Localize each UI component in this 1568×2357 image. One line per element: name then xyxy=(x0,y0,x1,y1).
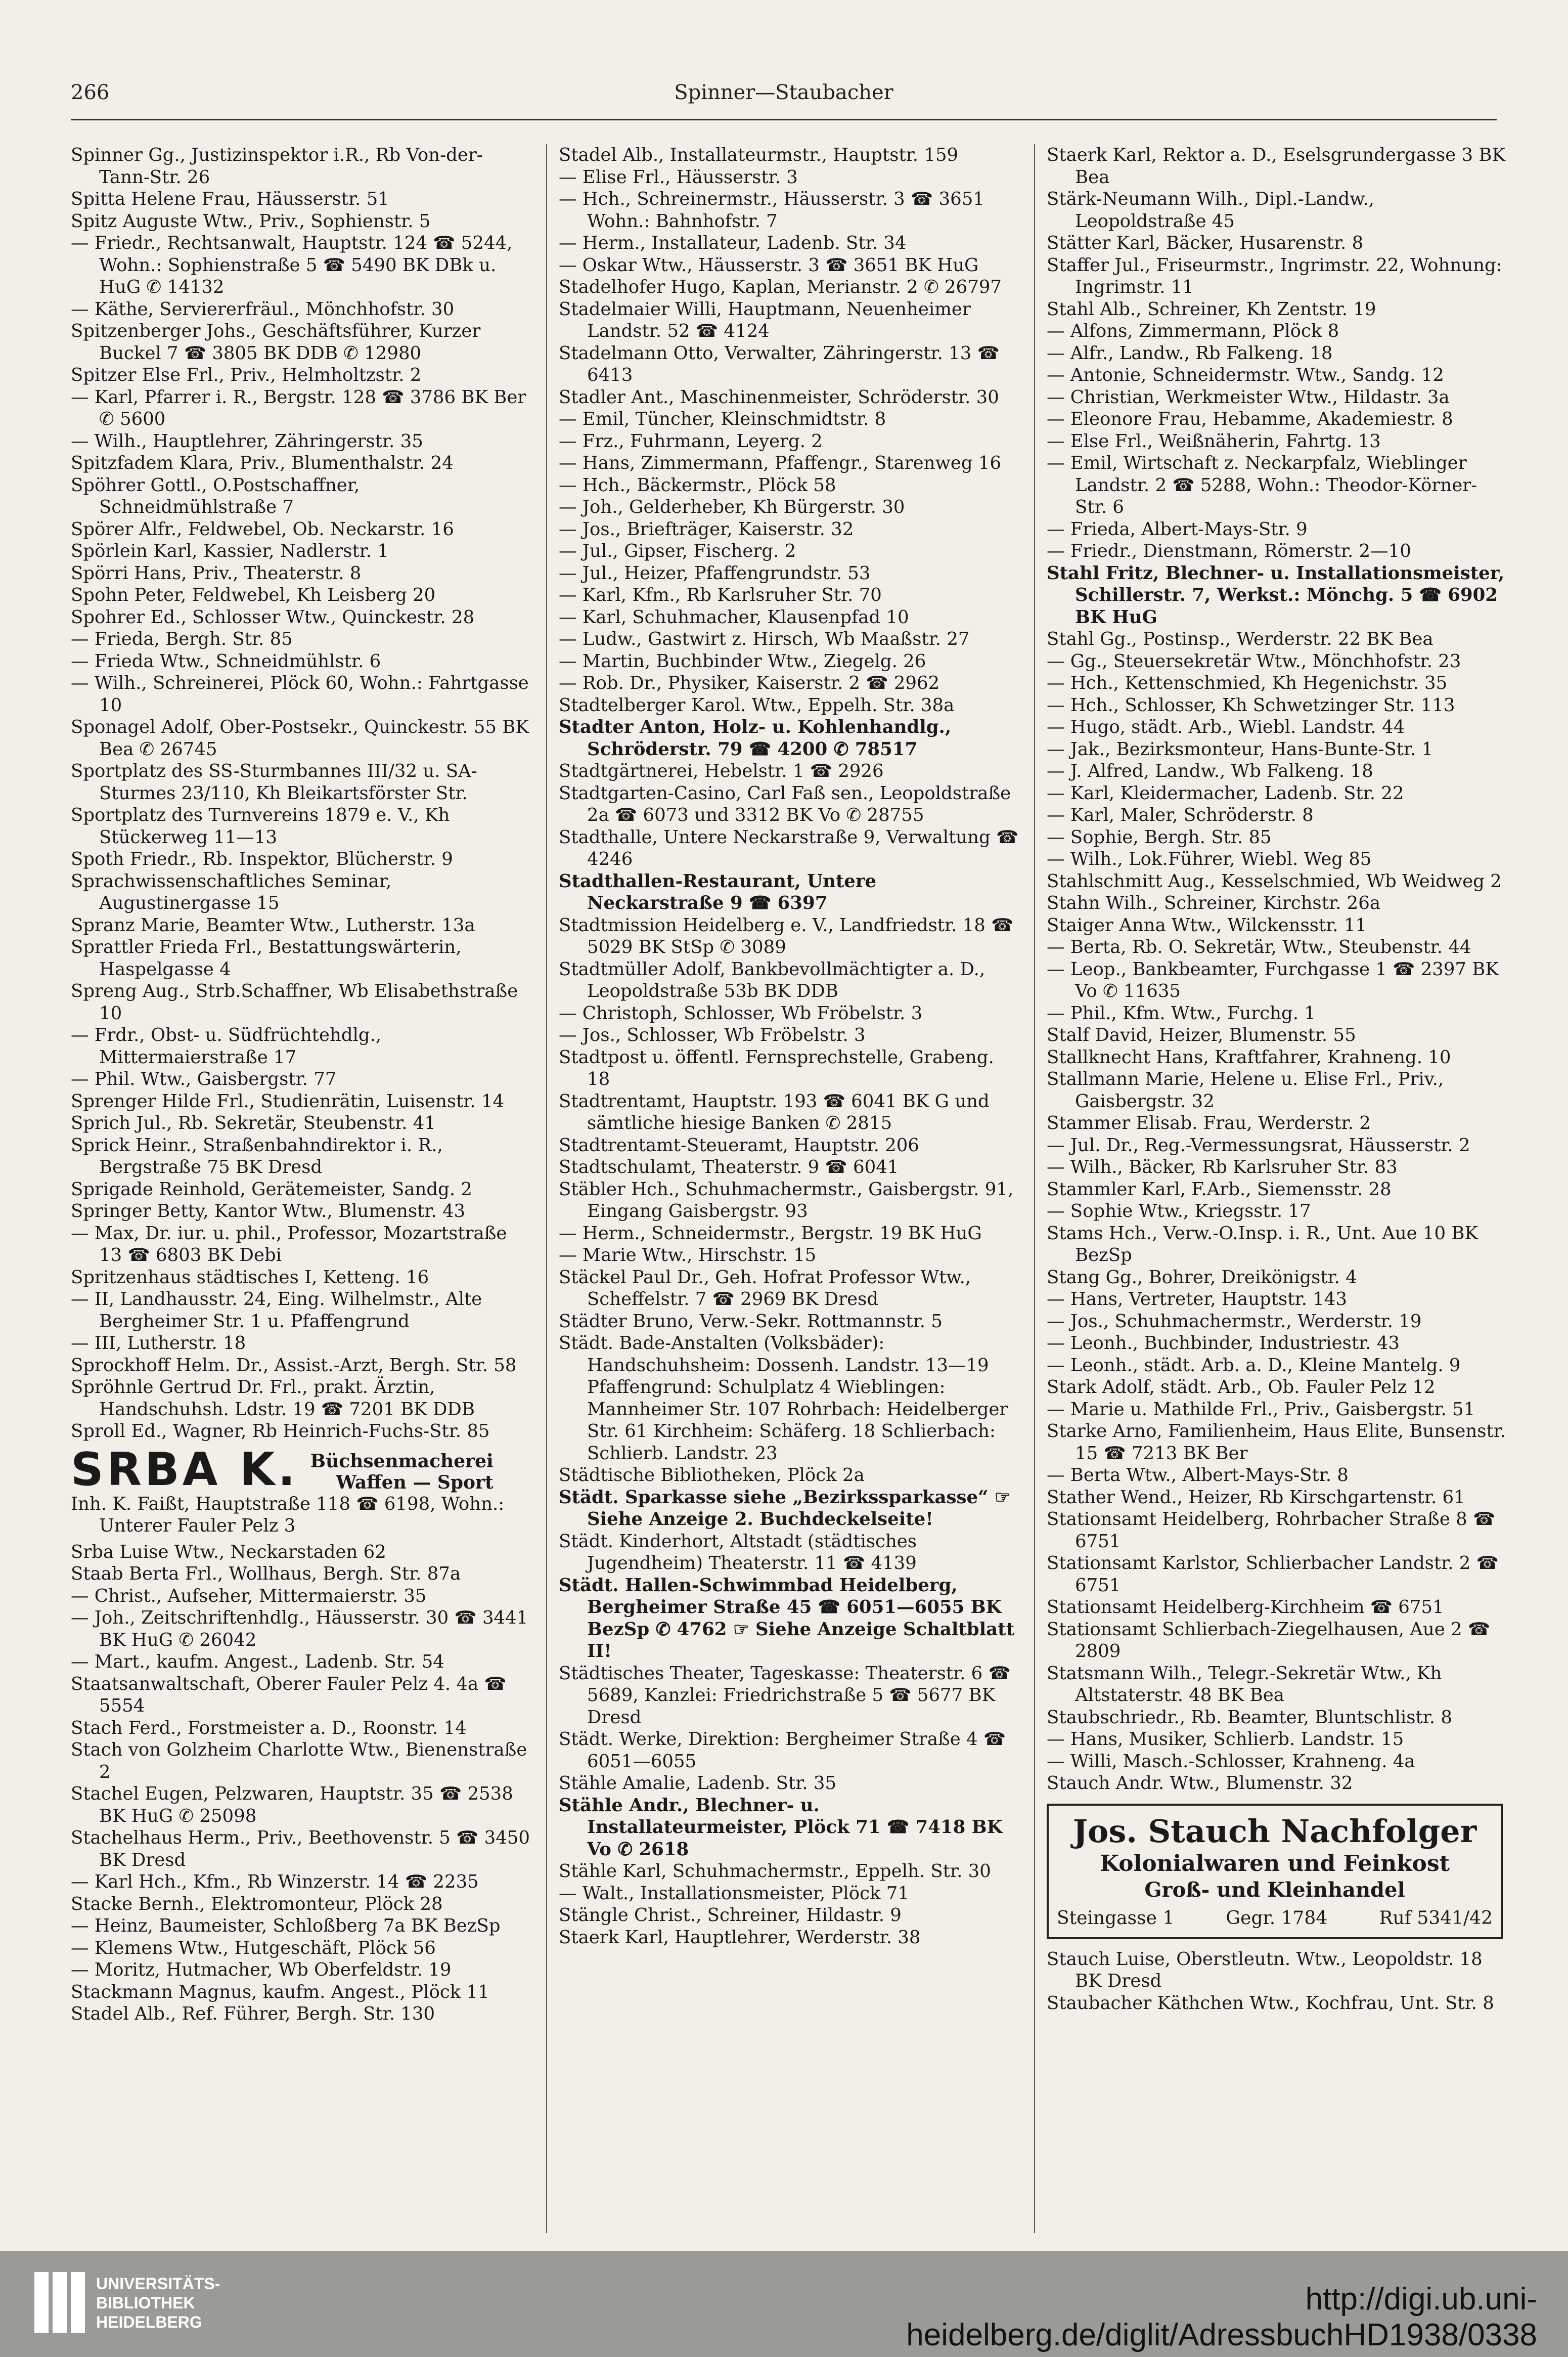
srba-ad-detail: Inh. K. Faißt, Hauptstraße 118 ☎ 6198, Wohn.: Unterer Fauler Pelz 3 xyxy=(71,1493,505,1536)
directory-entry: Stationsamt Schlierbach-Ziegelhausen, Aue 2 ☎ 2809 xyxy=(1047,1619,1491,1662)
directory-entry: Stackmann Magnus, kaufm. Angest., Plöck 11 xyxy=(71,1981,489,2002)
directory-entry: Sprattler Frieda Frl., Bestattungswärterin, Haspelgasse 4 xyxy=(71,937,462,980)
directory-entry: Städt. Werke, Direktion: Bergheimer Straße 4 ☎ 6051—6055 xyxy=(559,1729,1006,1772)
directory-entry: — Christoph, Schlosser, Wb Fröbelstr. 3 xyxy=(559,1002,923,1024)
directory-entry: — Hch., Bäckermstr., Plöck 58 xyxy=(559,474,836,496)
stauch-ad-address: Steingasse 1 xyxy=(1057,1907,1175,1929)
directory-entry: — Käthe, Serviererfräul., Mönchhofstr. 30 xyxy=(71,298,455,320)
directory-entry: — Frieda, Bergh. Str. 85 xyxy=(71,629,293,649)
srba-ad-trade-line: Büchsenmacherei xyxy=(310,1450,494,1472)
directory-entry: — Hch., Schreinermstr., Häusserstr. 3 ☎ 3651 Wohn.: Bahnhofstr. 7 xyxy=(559,189,984,232)
directory-entry: Spohn Peter, Feldwebel, Kh Leisberg 20 xyxy=(71,585,436,605)
directory-entry: — Herm., Schneidermstr., Bergstr. 19 BK HuG xyxy=(559,1223,982,1244)
directory-entry: Stadtmüller Adolf, Bankbevollmächtigter a. D., Leopoldstraße 53b BK DDB xyxy=(559,958,985,1001)
directory-entry: Stallmann Marie, Helene u. Elise Frl., Priv., Gaisbergstr. 32 xyxy=(1047,1069,1444,1112)
header-rule xyxy=(71,119,1497,120)
directory-entry: — Willi, Masch.-Schlosser, Krahneng. 4a xyxy=(1047,1751,1415,1772)
library-name-line: UNIVERSITÄTS- xyxy=(96,2275,220,2293)
directory-entry: — Karl, Maler, Schröderstr. 8 xyxy=(1047,805,1314,825)
directory-entry: — Klemens Wtw., Hutgeschäft, Plöck 56 xyxy=(71,1937,436,1958)
directory-entry: Stadtpost u. öffentl. Fernsprechstelle, Grabeng. 18 xyxy=(559,1046,994,1089)
srba-ad-name: SRBA K. xyxy=(71,1443,298,1496)
directory-entry: — Jul. Dr., Reg.-Vermessungsrat, Häusserstr. 2 xyxy=(1047,1134,1470,1156)
directory-entry: — Berta Wtw., Albert-Mays-Str. 8 xyxy=(1047,1465,1349,1486)
directory-entry: — Martin, Buchbinder Wtw., Ziegelg. 26 xyxy=(559,650,926,672)
directory-entry: Sprigade Reinhold, Gerätemeister, Sandg. 2 xyxy=(71,1178,473,1200)
directory-entry: Stäckel Paul Dr., Geh. Hofrat Professor Wtw., Scheffelstr. 7 ☎ 2969 BK Dresd xyxy=(559,1267,971,1310)
directory-entry: Spitzfadem Klara, Priv., Blumenthalstr. 24 xyxy=(71,453,454,473)
directory-entry: — Joh., Gelderheber, Kh Bürgerstr. 30 xyxy=(559,497,905,517)
directory-entry: — Sophie Wtw., Kriegsstr. 17 xyxy=(1047,1201,1311,1221)
directory-entry: Spörer Alfr., Feldwebel, Ob. Neckarstr. 16 xyxy=(71,518,454,540)
library-name-line: HEIDELBERG xyxy=(96,2313,202,2331)
directory-entry: Stationsamt Heidelberg-Kirchheim ☎ 6751 xyxy=(1047,1597,1444,1618)
source-url[interactable]: http://digi.ub.uni-heidelberg.de/diglit/AdressbuchHD1938/0338 xyxy=(906,2282,1537,2352)
directory-entry: — Frieda Wtw., Schneidmühlstr. 6 xyxy=(71,650,381,672)
directory-entry: Stätter Karl, Bäcker, Husarenstr. 8 xyxy=(1047,233,1364,253)
directory-entry: Spoth Friedr., Rb. Inspektor, Blücherstr. 9 xyxy=(71,849,453,869)
directory-entry: — Ludw., Gastwirt z. Hirsch, Wb Maaßstr. 27 xyxy=(559,629,970,649)
directory-entry: Spörlein Karl, Kassier, Nadlerstr. 1 xyxy=(71,541,389,561)
directory-entry: — Karl Hch., Kfm., Rb Winzerstr. 14 ☎ 2235 xyxy=(71,1871,479,1892)
directory-entry: — Leonh., städt. Arb. a. D., Kleine Mantelg. 9 xyxy=(1047,1355,1461,1376)
directory-entry: — Jos., Schuhmachermstr., Werderstr. 19 xyxy=(1047,1311,1422,1332)
directory-entry: — Christ., Aufseher, Mittermaierstr. 35 xyxy=(71,1585,427,1606)
directory-entry: Städter Bruno, Verw.-Sekr. Rottmannstr. 5 xyxy=(559,1311,943,1332)
directory-entry: — Walt., Installationsmeister, Plöck 71 xyxy=(559,1883,909,1904)
srba-advertisement xyxy=(71,1443,531,1537)
running-head: Spinner—Staubacher xyxy=(674,81,893,104)
directory-entry: Städt. Kinderhort, Altstadt (städtisches Jugendheim) Theaterstr. 11 ☎ 4139 xyxy=(559,1531,917,1574)
directory-entry: Sportplatz des SS-Sturmbannes III/32 u. SA-Sturmes 23/110, Kh Bleikartsförster Str. xyxy=(71,761,477,804)
directory-entry: — Jak., Bezirksmonteur, Hans-Bunte-Str. 1 xyxy=(1047,738,1433,760)
directory-entry: — Herm., Installateur, Ladenb. Str. 34 xyxy=(559,233,907,253)
directory-entry: Stahl Gg., Postinsp., Werderstr. 22 BK Bea xyxy=(1047,629,1433,649)
directory-entry: — Moritz, Hutmacher, Wb Oberfeldstr. 19 xyxy=(71,1959,452,1980)
directory-entry: Staubschriedr., Rb. Beamter, Bluntschlistr. 8 xyxy=(1047,1707,1452,1728)
directory-entry: Städt. Hallen-Schwimmbad Heidelberg, Bergheimer Straße 45 ☎ 6051—6055 BK BezSp ✆ 4762 ☞ Siehe Anzeige Schaltblatt II! xyxy=(559,1575,1014,1662)
directory-entry: Spranz Marie, Beamter Wtw., Lutherstr. 13a xyxy=(71,914,475,936)
directory-entry: Stationsamt Karlstor, Schlierbacher Landstr. 2 ☎ 6751 xyxy=(1047,1553,1499,1596)
directory-entry: Stadthallen-Restaurant, Untere Neckarstraße 9 ☎ 6397 xyxy=(559,870,877,913)
directory-entry: Spreng Aug., Strb.Schaffner, Wb Elisabethstraße 10 xyxy=(71,981,518,1024)
directory-entry: Spritzenhaus städtisches I, Ketteng. 16 xyxy=(71,1267,429,1288)
directory-entry: — Karl, Kfm., Rb Karlsruher Str. 70 xyxy=(559,585,882,605)
directory-entry: Spitzenberger Johs., Geschäftsführer, Kurzer Buckel 7 ☎ 3805 BK DDB ✆ 12980 xyxy=(71,321,481,364)
directory-entry: Städtisches Theater, Tageskasse: Theaterstr. 6 ☎ 5689, Kanzlei: Friedrichstraße 5 ☎ 5677 BK Dresd xyxy=(559,1663,1011,1728)
directory-entry: — Emil, Tüncher, Kleinschmidtstr. 8 xyxy=(559,409,886,429)
directory-entry: Sprich Jul., Rb. Sekretär, Steubenstr. 41 xyxy=(71,1113,436,1133)
directory-entry: — Frdr., Obst- u. Südfrüchtehdlg., Mittermaierstraße 17 xyxy=(71,1025,382,1068)
directory-entry: — Hugo, städt. Arb., Wiebl. Landstr. 44 xyxy=(1047,717,1405,737)
directory-entry: — Jul., Heizer, Pfaffengrundstr. 53 xyxy=(559,562,871,584)
directory-entry: — Hch., Schlosser, Kh Schwetzinger Str. 113 xyxy=(1047,694,1455,716)
directory-entry: Stadel Alb., Installateurmstr., Hauptstr. 159 xyxy=(559,145,959,165)
directory-entry: Städtische Bibliotheken, Plöck 2a xyxy=(559,1465,865,1486)
directory-entry: — Joh., Zeitschriftenhdlg., Häusserstr. 30 ☎ 3441 BK HuG ✆ 26042 xyxy=(71,1607,528,1650)
directory-entry: Spinner Gg., Justizinspektor i.R., Rb Von-der-Tann-Str. 26 xyxy=(71,145,483,188)
directory-entry: — Rob. Dr., Physiker, Kaiserstr. 2 ☎ 2962 xyxy=(559,673,940,693)
directory-entry: Stängle Christ., Schreiner, Hildastr. 9 xyxy=(559,1905,902,1926)
directory-entry: Staffer Jul., Friseurmstr., Ingrimstr. 22, Wohnung: Ingrimstr. 11 xyxy=(1047,254,1502,297)
directory-entry: Spitzer Else Frl., Priv., Helmholtzstr. 2 xyxy=(71,365,422,385)
library-name-line: BIBLIOTHEK xyxy=(96,2294,195,2312)
directory-entry: — Berta, Rb. O. Sekretär, Wtw., Steubenstr. 44 xyxy=(1047,937,1471,957)
university-library-logo xyxy=(30,2267,91,2338)
directory-entry: — Jul., Gipser, Fischerg. 2 xyxy=(559,541,796,561)
directory-entry: — Jos., Briefträger, Kaiserstr. 32 xyxy=(559,518,854,540)
viewer-footer xyxy=(0,2251,1568,2357)
directory-entry: Staatsanwaltschaft, Oberer Fauler Pelz 4. 4a ☎ 5554 xyxy=(71,1673,507,1716)
srba-ad-trade xyxy=(310,1451,494,1493)
directory-entry: Stähle Amalie, Ladenb. Str. 35 xyxy=(559,1773,837,1794)
directory-entry: Starke Arno, Familienheim, Haus Elite, Bunsenstr. 15 ☎ 7213 BK Ber xyxy=(1047,1421,1506,1464)
directory-entry: Staerk Karl, Rektor a. D., Eselsgrundergasse 3 BK Bea xyxy=(1047,145,1505,188)
directory-entry: Stadler Ant., Maschinenmeister, Schröderstr. 30 xyxy=(559,386,999,408)
directory-entry: — Leop., Bankbeamter, Furchgasse 1 ☎ 2397 BK Vo ✆ 11635 xyxy=(1047,958,1499,1001)
directory-entry: Stadtrentamt, Hauptstr. 193 ☎ 6041 BK G und sämtliche hiesige Banken ✆ 2815 xyxy=(559,1090,990,1133)
directory-entry: — Leonh., Buchbinder, Industriestr. 43 xyxy=(1047,1333,1400,1354)
directory-entry: Stadelhofer Hugo, Kaplan, Merianstr. 2 ✆ 26797 xyxy=(559,277,1002,297)
directory-entry: Stadtmission Heidelberg e. V., Landfriedstr. 18 ☎ 5029 BK StSp ✆ 3089 xyxy=(559,914,1014,957)
directory-entry: — Mart., kaufm. Angest., Ladenb. Str. 54 xyxy=(71,1651,444,1672)
directory-entry: Staiger Anna Wtw., Wilckensstr. 11 xyxy=(1047,914,1367,936)
directory-entry: Stäbler Hch., Schuhmachermstr., Gaisbergstr. 91, Eingang Gaisbergstr. 93 xyxy=(559,1178,1014,1221)
srba-ad-header xyxy=(71,1443,531,1496)
column-2 xyxy=(559,144,1019,2233)
directory-entry: — Hans, Musiker, Schlierb. Landstr. 15 xyxy=(1047,1729,1404,1750)
directory-entry: Spitz Auguste Wtw., Priv., Sophienstr. 5 xyxy=(71,210,431,232)
directory-entry: Srba Luise Wtw., Neckarstaden 62 xyxy=(71,1541,386,1562)
directory-entry: — Alfons, Zimmermann, Plöck 8 xyxy=(1047,321,1339,341)
directory-entry: Stauch Andr. Wtw., Blumenstr. 32 xyxy=(1047,1773,1353,1794)
directory-entry: Stark Adolf, städt. Arb., Ob. Fauler Pelz 12 xyxy=(1047,1377,1436,1398)
directory-entry: Sproll Ed., Wagner, Rb Heinrich-Fuchs-Str. 85 xyxy=(71,1421,490,1442)
directory-entry: Stärk-Neumann Wilh., Dipl.-Landw., Leopoldstraße 45 xyxy=(1047,189,1374,232)
directory-entry: Stams Hch., Verw.-O.Insp. i. R., Unt. Aue 10 BK BezSp xyxy=(1047,1223,1478,1265)
directory-entry: — Phil., Kfm. Wtw., Furchg. 1 xyxy=(1047,1002,1316,1024)
directory-entry: Stach Ferd., Forstmeister a. D., Roonstr. 14 xyxy=(71,1717,467,1738)
directory-entry: Stahlschmitt Aug., Kesselschmied, Wb Weidweg 2 xyxy=(1047,870,1502,892)
directory-entry: Springer Betty, Kantor Wtw., Blumenstr. 43 xyxy=(71,1201,466,1221)
directory-entry: — II, Landhausstr. 24, Eing. Wilhelmstr., Alte Bergheimer Str. 1 u. Pfaffengrund xyxy=(71,1289,482,1332)
directory-entry: Spohrer Ed., Schlosser Wtw., Quinckestr. 28 xyxy=(71,606,475,628)
directory-entry: Sprick Heinr., Straßenbahndirektor i. R., Bergstraße 75 BK Dresd xyxy=(71,1134,443,1177)
directory-entry: — Max, Dr. iur. u. phil., Professor, Mozartstraße 13 ☎ 6803 BK Debi xyxy=(71,1223,507,1265)
directory-entry: Spörri Hans, Priv., Theaterstr. 8 xyxy=(71,562,362,584)
directory-entry: — Oskar Wtw., Häusserstr. 3 ☎ 3651 BK HuG xyxy=(559,254,979,276)
directory-entry: Sportplatz des Turnvereins 1879 e. V., Kh Stückerweg 11—13 xyxy=(71,805,450,848)
directory-entry: — Jos., Schlosser, Wb Fröbelstr. 3 xyxy=(559,1025,866,1045)
directory-entry: Stadthalle, Untere Neckarstraße 9, Verwaltung ☎ 4246 xyxy=(559,826,1019,869)
directory-entry: Stallknecht Hans, Kraftfahrer, Krahneng. 10 xyxy=(1047,1046,1451,1068)
directory-entry: Stacke Bernh., Elektromonteur, Plöck 28 xyxy=(71,1893,443,1914)
directory-entry: Staubacher Käthchen Wtw., Kochfrau, Unt. Str. 8 xyxy=(1047,1992,1494,2014)
column-1 xyxy=(71,144,531,2233)
directory-entry: Stahl Alb., Schreiner, Kh Zentstr. 19 xyxy=(1047,298,1376,320)
directory-entry: — Emil, Wirtschaft z. Neckarpfalz, Wieblinger Landstr. 2 ☎ 5288, Wohn.: Theodor-Körner-Str. 6 xyxy=(1047,453,1477,517)
directory-entry: — Alfr., Landw., Rb Falkeng. 18 xyxy=(1047,342,1333,364)
directory-entry: Sponagel Adolf, Ober-Postsekr., Quinckestr. 55 BK Bea ✆ 26745 xyxy=(71,717,529,760)
directory-entry: — Elise Frl., Häusserstr. 3 xyxy=(559,166,798,188)
directory-entry: Städt. Sparkasse siehe „Bezirkssparkasse“ ☞ Siehe Anzeige 2. Buchdeckelseite! xyxy=(559,1487,1011,1530)
stauch-ad-phone: Ruf 5341/42 xyxy=(1379,1907,1493,1929)
directory-entry: Stadel Alb., Ref. Führer, Bergh. Str. 130 xyxy=(71,2003,435,2024)
stauch-advertisement xyxy=(1047,1804,1503,1939)
directory-entry: — Antonie, Schneidermstr. Wtw., Sandg. 12 xyxy=(1047,365,1444,385)
directory-entry: Stauch Luise, Oberstleutn. Wtw., Leopoldstr. 18 BK Dresd xyxy=(1047,1948,1483,1991)
directory-entry: — J. Alfred, Landw., Wb Falkeng. 18 xyxy=(1047,761,1373,781)
directory-entry: Sprachwissenschaftliches Seminar, Augustinergasse 15 xyxy=(71,870,392,913)
directory-entry: — Wilh., Lok.Führer, Wiebl. Weg 85 xyxy=(1047,849,1372,869)
column-3 xyxy=(1047,144,1507,2233)
directory-entry: Stahn Wilh., Schreiner, Kirchstr. 26a xyxy=(1047,893,1381,913)
directory-entry: Staerk Karl, Hauptlehrer, Werderstr. 38 xyxy=(559,1927,921,1948)
directory-entry: — Friedr., Dienstmann, Römerstr. 2—10 xyxy=(1047,541,1411,561)
directory-entry: Staab Berta Frl., Wollhaus, Bergh. Str. 87a xyxy=(71,1563,461,1584)
directory-entry: Stalf David, Heizer, Blumenstr. 55 xyxy=(1047,1025,1356,1045)
directory-entry: — Karl, Kleidermacher, Ladenb. Str. 22 xyxy=(1047,782,1404,804)
directory-entry: — Frieda, Albert-Mays-Str. 9 xyxy=(1047,518,1308,540)
directory-entry: — Christian, Werkmeister Wtw., Hildastr. 3a xyxy=(1047,386,1450,408)
stauch-ad-footer xyxy=(1057,1907,1493,1930)
directory-entry: Stahl Fritz, Blechner- u. Installationsmeister, Schillerstr. 7, Werkst.: Mönchg. 5 ☎ 6902 BK HuG xyxy=(1047,562,1505,628)
directory-entry: Stadtgärtnerei, Hebelstr. 1 ☎ 2926 xyxy=(559,761,884,781)
directory-entry: Stachelhaus Herm., Priv., Beethovenstr. 5 ☎ 3450 BK Dresd xyxy=(71,1827,530,1870)
stauch-ad-line: Groß- und Kleinhandel xyxy=(1144,1878,1405,1902)
directory-entry: — Karl, Schuhmacher, Klausenpfad 10 xyxy=(559,606,909,628)
directory-entry: — Frz., Fuhrmann, Leyerg. 2 xyxy=(559,430,823,452)
directory-entry: — Friedr., Rechtsanwalt, Hauptstr. 124 ☎ 5244, Wohn.: Sophienstraße 5 ☎ 5490 BK DBk u. HuG ✆ 14132 xyxy=(71,233,513,297)
column-divider xyxy=(546,144,547,2233)
directory-entry: Stähle Andr., Blechner- u. Installateurmeister, Plöck 71 ☎ 7418 BK Vo ✆ 2618 xyxy=(559,1795,1003,1860)
column-divider xyxy=(1034,144,1035,2233)
directory-entry: — Hans, Vertreter, Hauptstr. 143 xyxy=(1047,1289,1347,1310)
directory-entry: Stadelmann Otto, Verwalter, Zähringerstr. 13 ☎ 6413 xyxy=(559,342,1000,385)
page-number: 266 xyxy=(71,81,110,104)
directory-entry: Stadter Anton, Holz- u. Kohlenhandlg., Schröderstr. 79 ☎ 4200 ✆ 78517 xyxy=(559,717,952,760)
directory-entry: Stadtschulamt, Theaterstr. 9 ☎ 6041 xyxy=(559,1157,899,1177)
directory-entry: Stadtrentamt-Steueramt, Hauptstr. 206 xyxy=(559,1134,919,1156)
directory-entry: Stationsamt Heidelberg, Rohrbacher Straße 8 ☎ 6751 xyxy=(1047,1509,1496,1552)
directory-entry: — Hans, Zimmermann, Pfaffengr., Starenweg 16 xyxy=(559,453,1002,473)
directory-entry: — Heinz, Baumeister, Schloßberg 7a BK BezSp xyxy=(71,1915,501,1936)
directory-entry: — Eleonore Frau, Hebamme, Akademiestr. 8 xyxy=(1047,409,1453,429)
stauch-ad-founded: Gegr. 1784 xyxy=(1226,1907,1328,1929)
directory-entry: Stähle Karl, Schuhmachermstr., Eppelh. Str. 30 xyxy=(559,1861,991,1882)
directory-entry: Spöhrer Gottl., O.Postschaffner, Schneidmühlstraße 7 xyxy=(71,474,360,517)
directory-entry: Spröhnle Gertrud Dr. Frl., prakt. Ärztin, Handschuhsh. Ldstr. 19 ☎ 7201 BK DDB xyxy=(71,1377,475,1420)
directory-entry: Sprockhoff Helm. Dr., Assist.-Arzt, Bergh. Str. 58 xyxy=(71,1355,517,1376)
directory-entry: — Else Frl., Weißnäherin, Fahrtg. 13 xyxy=(1047,430,1381,452)
srba-ad-trade-line: Waffen — Sport xyxy=(336,1471,494,1493)
directory-entry: Stadtgarten-Casino, Carl Faß sen., Leopoldstraße 2a ☎ 6073 und 3312 BK Vo ✆ 28755 xyxy=(559,782,1011,825)
directory-entry: — Wilh., Hauptlehrer, Zähringerstr. 35 xyxy=(71,430,423,452)
directory-entry: Stachel Eugen, Pelzwaren, Hauptstr. 35 ☎ 2538 BK HuG ✆ 25098 xyxy=(71,1783,513,1826)
directory-entry: — Wilh., Bäcker, Rb Karlsruher Str. 83 xyxy=(1047,1157,1398,1177)
directory-entry: Statsmann Wilh., Telegr.-Sekretär Wtw., Kh Altstaterstr. 48 BK Bea xyxy=(1047,1663,1442,1706)
directory-entry: — Karl, Pfarrer i. R., Bergstr. 128 ☎ 3786 BK Ber ✆ 5600 xyxy=(71,386,526,429)
directory-entry: — III, Lutherstr. 18 xyxy=(71,1333,246,1354)
stauch-ad-title: Jos. Stauch Nachfolger xyxy=(1072,1812,1477,1850)
directory-entry: — Gg., Steuersekretär Wtw., Mönchhofstr. 23 xyxy=(1047,650,1461,672)
directory-entry: Stang Gg., Bohrer, Dreikönigstr. 4 xyxy=(1047,1267,1357,1288)
directory-entry: Stammer Elisab. Frau, Werderstr. 2 xyxy=(1047,1113,1371,1133)
directory-entry: — Sophie, Bergh. Str. 85 xyxy=(1047,826,1272,848)
directory-entry: — Hch., Kettenschmied, Kh Hegenichstr. 35 xyxy=(1047,673,1448,693)
directory-entry: — Phil. Wtw., Gaisbergstr. 77 xyxy=(71,1069,337,1089)
directory-entry: Spitta Helene Frau, Häusserstr. 51 xyxy=(71,189,389,209)
directory-entry: — Marie Wtw., Hirschstr. 15 xyxy=(559,1245,817,1265)
directory-entry: Städt. Bade-Anstalten (Volksbäder): Handschuhsheim: Dossenh. Landstr. 13—19 Pfaffengrund: Schulplatz 4 Wieblingen: Mannheimer Str. 107 Rohrbach: Heidelberger Str. 61 Kirchheim: Schäferg. 18 Schlierbach: Schlierb. Landstr. 23 xyxy=(559,1333,1008,1464)
stauch-ad-line: Kolonialwaren und Feinkost xyxy=(1099,1850,1450,1876)
library-name xyxy=(96,2274,220,2332)
directory-entry: Stadelmaier Willi, Hauptmann, Neuenheimer Landstr. 52 ☎ 4124 xyxy=(559,298,971,341)
directory-entry: — Marie u. Mathilde Frl., Priv., Gaisbergstr. 51 xyxy=(1047,1399,1475,1420)
directory-entry: Sprenger Hilde Frl., Studienrätin, Luisenstr. 14 xyxy=(71,1090,505,1112)
directory-entry: Stach von Golzheim Charlotte Wtw., Bienenstraße 2 xyxy=(71,1739,527,1782)
directory-entry: — Wilh., Schreinerei, Plöck 60, Wohn.: Fahrtgasse 10 xyxy=(71,673,529,716)
directory-entry: Stammler Karl, F.Arb., Siemensstr. 28 xyxy=(1047,1178,1392,1200)
directory-entry: Stather Wend., Heizer, Rb Kirschgartenstr. 61 xyxy=(1047,1487,1465,1508)
directory-entry: Stadtelberger Karol. Wtw., Eppelh. Str. 38a xyxy=(559,694,955,716)
